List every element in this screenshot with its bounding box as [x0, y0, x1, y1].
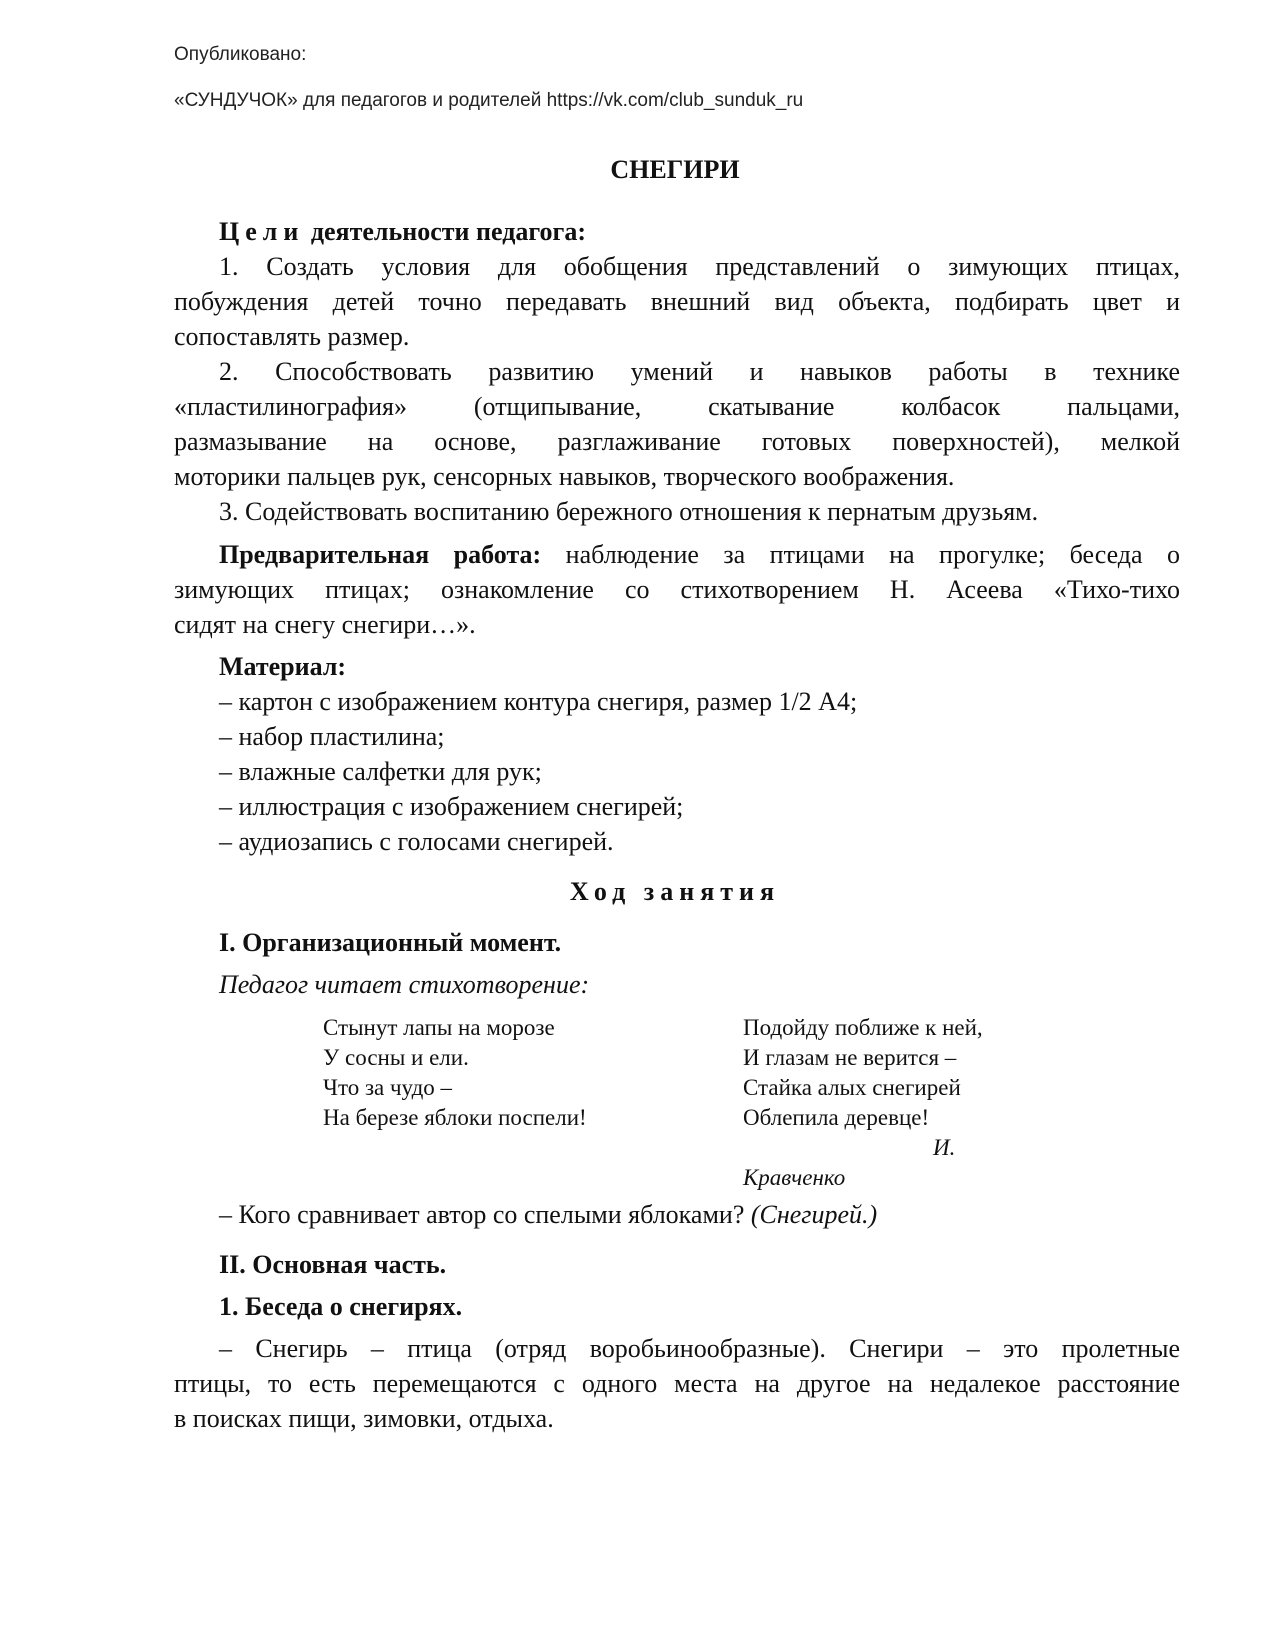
goal-2-line-1: 2. Способствовать развитию умений и навыков работы в технике [219, 357, 1180, 386]
poem-left-line: На березе яблоки поспели! [323, 1105, 587, 1130]
material-item: – аудиозапись с голосами снегирей. [219, 827, 614, 856]
source-line: «СУНДУЧОК» для педагогов и родителей https://vk.com/club_sunduk_ru [174, 90, 804, 111]
goals-heading [219, 217, 586, 247]
bullfinch-para-line-1: – Снегирь – птица (отряд воробьинообразные). Снегири – это пролетные [219, 1334, 1180, 1363]
goal-2-line-2: «пластилинография» (отщипывание, скатывание колбасок пальцами, [174, 392, 1180, 421]
material-heading: Материал: [219, 652, 347, 681]
bullfinch-para-line-3: в поисках пищи, зимовки, отдыха. [174, 1404, 554, 1433]
goal-3: 3. Содействовать воспитанию бережного отношения к пернатым друзьям. [219, 497, 1039, 526]
material-item: – картон с изображением контура снегиря, размер 1/2 А4; [219, 687, 858, 716]
goals-heading-spaced: Цели [219, 217, 305, 246]
bullfinch-para-line-2: птицы, то есть перемещаются с одного места на другое на недалекое расстояние [174, 1369, 1180, 1398]
goal-1-line-3: сопоставлять размер. [174, 322, 410, 351]
preliminary-line-3: сидят на снегу снегири…». [174, 610, 476, 639]
page-title: СНЕГИРИ [610, 155, 740, 184]
preliminary-line-2: зимующих птицах; ознакомление со стихотворением Н. Асеева «Тихо-тихо [174, 575, 1180, 604]
poem-right-line: Подойду поближе к ней, [743, 1015, 983, 1040]
goal-1-line-2: побуждения детей точно передавать внешний вид объекта, подбирать цвет и [174, 287, 1180, 316]
preliminary-line-1 [219, 540, 1180, 570]
poem-author-initial: И. [933, 1135, 956, 1160]
poem-left-line: Что за чудо – [323, 1075, 453, 1100]
published-label: Опубликовано: [174, 44, 307, 65]
question-answer: (Снегирей.) [750, 1200, 878, 1229]
material-item: – набор пластилина; [219, 722, 445, 751]
goal-2-line-4: моторики пальцев рук, сенсорных навыков, творческого воображения. [174, 462, 955, 491]
material-item: – влажные салфетки для рук; [219, 757, 542, 786]
preliminary-line-1-rest: наблюдение за птицами на прогулке; беседа о [565, 540, 1181, 569]
goals-heading-rest: деятельности педагога: [310, 217, 586, 246]
subsection-1-heading: 1. Беседа о снегирях. [219, 1292, 463, 1321]
poem-author-surname: Кравченко [743, 1165, 846, 1190]
poem-left-line: Стынут лапы на морозе [323, 1015, 555, 1040]
poem-intro: Педагог читает стихотворение: [219, 970, 590, 999]
lesson-heading: Ход занятия [569, 877, 781, 906]
section-2-heading: II. Основная часть. [219, 1250, 447, 1279]
poem-left-line: У сосны и ели. [323, 1045, 469, 1070]
question-text: – Кого сравнивает автор со спелыми яблоками? [219, 1200, 745, 1229]
poem-right-line: Облепила деревце! [743, 1105, 930, 1130]
section-1-heading: I. Организационный момент. [219, 928, 562, 957]
material-item: – иллюстрация с изображением снегирей; [219, 792, 684, 821]
goal-2-line-3: размазывание на основе, разглаживание готовых поверхностей), мелкой [174, 427, 1180, 456]
question-line [219, 1200, 877, 1230]
poem-right-line: И глазам не верится – [743, 1045, 957, 1070]
preliminary-label: Предварительная работа: [219, 540, 542, 569]
goal-1-line-1: 1. Создать условия для обобщения представлений о зимующих птицах, [219, 252, 1180, 281]
poem-right-line: Стайка алых снегирей [743, 1075, 961, 1100]
